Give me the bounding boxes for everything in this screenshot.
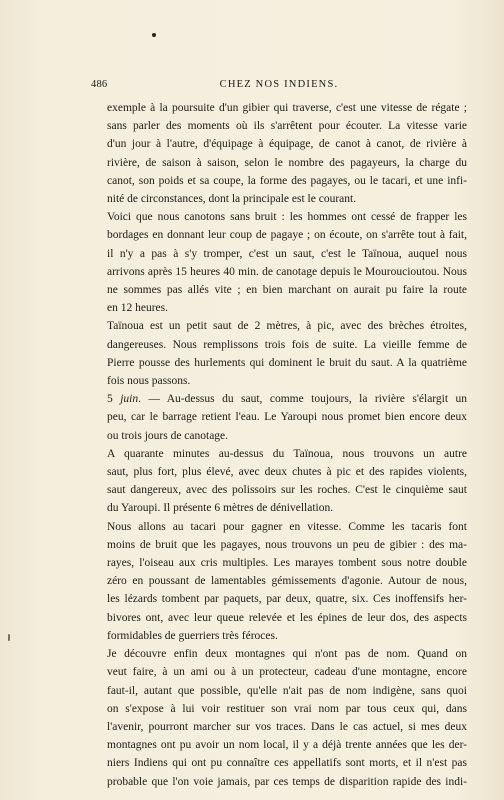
text-line: fois nous passons.	[107, 375, 191, 388]
text-line: peu, car le barrage retient l'eau. Le Yaroupi nous promet bien encore deux	[107, 411, 467, 424]
paragraph	[91, 390, 467, 445]
text-line: bordages en donnant leur coup de pagaye ; on écoute, on s'arrête tout à fait,	[107, 229, 467, 242]
text-line: formidables de guerriers très féroces.	[107, 629, 278, 642]
text-line: saut, plus fort, plus élevé, avec deux chutes à pic et des rapides violents,	[107, 466, 467, 479]
text-line: on s'expose à lui voir restituer son vrai nom par tous ceux qui, dans	[107, 702, 467, 715]
paragraph	[91, 317, 467, 390]
ink-speck	[152, 33, 156, 37]
text-line: exemple à la poursuite d'un gibier qui traverse, c'est une vitesse de régate ;	[107, 102, 467, 114]
text-line: rayes, l'oiseau aux cris multiples. Les marayes tombent sous notre double	[107, 557, 467, 570]
text-line: niers Indiens qui ont pu connaître ces appellatifs sont morts, et il n'est pas	[107, 757, 467, 770]
text-line: 5 juin. — Au-dessus du saut, comme toujours, la rivière s'élargit un	[107, 393, 467, 406]
page-header	[91, 79, 467, 93]
text-line: Nous allons au tacari pour gagner en vitesse. Comme les tacaris font	[107, 520, 467, 533]
paragraph	[91, 99, 467, 208]
text-line: zéro en poussant de lamentables gémissements d'agonie. Autour de nous,	[107, 575, 467, 588]
paragraph	[91, 645, 467, 791]
text-line: les lézards tombent par paquets, par deux, quatre, six. Ces inoffensifs her-	[107, 593, 467, 606]
text-line: probable que l'on voie jamais, par ces temps de disparition rapide des indi-	[107, 775, 467, 788]
text-line: canot, son poids et sa coupe, la forme des pagayes, ou le tacari, et une infi-	[107, 174, 467, 187]
page-number: 486	[91, 79, 108, 90]
body-text	[91, 99, 467, 791]
text-line: ne sommes pas allés vite ; en bien marchant on aurait pu faire la route	[107, 284, 467, 297]
text-line: il n'y a pas à s'y tromper, c'est un saut, c'est le Taïnoua, auquel nous	[107, 247, 467, 260]
paragraph	[91, 208, 467, 317]
paragraph	[91, 445, 467, 518]
text-line: nité de circonstances, dont la principale est le courant.	[107, 193, 357, 206]
text-line: d'un jour à l'autre, d'équipage à équipage, de canot à canot, de rivière à	[107, 138, 467, 151]
text-line: rivière, de saison à saison, selon le nombre des pagayeurs, la charge du	[107, 156, 467, 169]
text-line: en 12 heures.	[107, 302, 168, 315]
text-line: montagnes ont pu avoir un nom local, il y a déjà trente années que les der-	[107, 739, 467, 752]
text-line: Voici que nous canotons sans bruit : les hommes ont cessé de frapper les	[107, 211, 467, 224]
text-line: faut-il, autant que possible, qu'elle n'ait pas de nom indigène, sans quoi	[107, 684, 467, 697]
text-line: l'avenir, pourront marcher sur vos traces. Dans le cas actuel, si mes deux	[107, 720, 467, 733]
text-line: bivores ont, avec leur queue relevée et les épines de leur dos, des aspects	[107, 611, 467, 624]
text-line: Je découvre enfin deux montagnes qui n'ont pas de nom. Quand on	[107, 648, 467, 661]
text-line: ou trois jours de canotage.	[107, 429, 229, 442]
text-line: sans parler des moments où ils s'arrêtent pour écouter. La vitesse varie	[107, 120, 467, 133]
text-line: saut dangereux, avec des polissoirs sur les roches. C'est le cinquième saut	[107, 484, 467, 497]
text-line: dangereuses. Nous remplissons trois fois de suite. La vieille femme de	[107, 338, 467, 351]
text-line: veut faire, à un ami ou à un protecteur, cadeau d'une montagne, encore	[107, 666, 467, 679]
text-line: A quarante minutes au-dessus du Taïnoua, nous trouvons un autre	[107, 447, 467, 460]
paragraph	[91, 518, 467, 645]
text-line: moins de bruit que les pagayes, nous trouvons un peu de gibier : des ma-	[107, 538, 467, 551]
text-line: arrivons après 15 heures 40 min. de canotage depuis le Mouroucioutou. Nous	[107, 265, 467, 278]
text-line: Pierre pousse des hurlements qui dominent le bruit du saut. A la quatrième	[107, 356, 467, 369]
running-title: CHEZ NOS INDIENS.	[219, 79, 339, 90]
margin-mark	[8, 634, 10, 641]
text-line: Taïnoua est un petit saut de 2 mètres, à pic, avec des brèches étroites,	[107, 320, 467, 333]
text-line: du Yaroupi. Il présente 6 mètres de dénivellation.	[107, 502, 334, 515]
